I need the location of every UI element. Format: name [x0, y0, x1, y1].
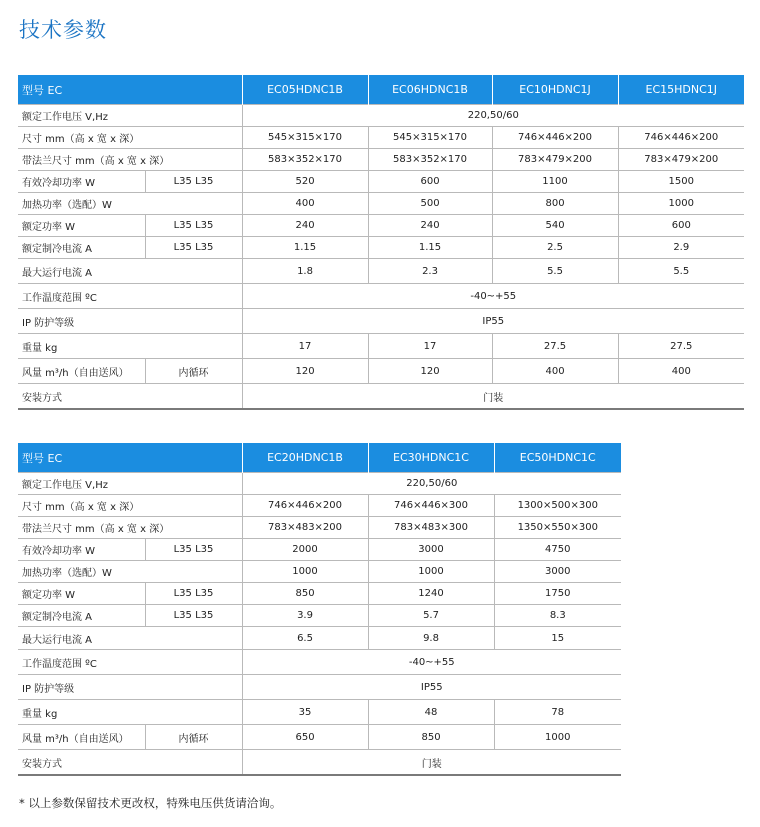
- table-row: [18, 259, 744, 284]
- row-sublabel: L35 L35: [145, 215, 242, 237]
- cell-value: 5.7: [368, 605, 494, 627]
- table-row: [18, 605, 621, 627]
- header-model-label: 型号 EC: [18, 443, 242, 473]
- table-row: [18, 700, 621, 725]
- cell-value: 850: [368, 725, 494, 750]
- cell-value: 1.15: [242, 237, 368, 259]
- cell-value: 650: [242, 725, 368, 750]
- header-model-name: EC10HDNC1J: [492, 75, 618, 105]
- header-model-name: EC15HDNC1J: [618, 75, 744, 105]
- cell-value: 17: [242, 334, 368, 359]
- cell-value: 2.5: [492, 237, 618, 259]
- row-label: 额定工作电压 V,Hz: [18, 105, 242, 127]
- table-header-row: [18, 75, 744, 105]
- cell-value: 783×483×200: [242, 517, 368, 539]
- cell-value: 520: [242, 171, 368, 193]
- cell-value: 120: [368, 359, 492, 384]
- cell-value: 240: [242, 215, 368, 237]
- row-label: 风量 m³/h（自由送风）: [18, 359, 145, 384]
- row-label: 最大运行电流 A: [18, 627, 242, 650]
- cell-value: 1240: [368, 583, 494, 605]
- cell-value: 3000: [494, 561, 621, 583]
- table-row: [18, 561, 621, 583]
- row-label: 工作温度范围 ºC: [18, 650, 242, 675]
- cell-value: 6.5: [242, 627, 368, 650]
- row-label: 工作温度范围 ºC: [18, 284, 242, 309]
- row-label: 额定制冷电流 A: [18, 237, 145, 259]
- cell-value: 1000: [242, 561, 368, 583]
- cell-value: 35: [242, 700, 368, 725]
- table-row: [18, 127, 744, 149]
- cell-value: 门装: [242, 384, 744, 410]
- row-label: IP 防护等级: [18, 675, 242, 700]
- cell-value: 27.5: [492, 334, 618, 359]
- row-label: 重量 kg: [18, 700, 242, 725]
- cell-value: 1000: [368, 561, 494, 583]
- row-label: 额定制冷电流 A: [18, 605, 145, 627]
- row-label: 额定功率 W: [18, 583, 145, 605]
- cell-value: 1.15: [368, 237, 492, 259]
- cell-value: 27.5: [618, 334, 744, 359]
- cell-value: 4750: [494, 539, 621, 561]
- page-title: 技术参数: [19, 18, 107, 42]
- table-row: [18, 495, 621, 517]
- row-label: 额定工作电压 V,Hz: [18, 473, 242, 495]
- cell-value: 583×352×170: [242, 149, 368, 171]
- row-label: 风量 m³/h（自由送风）: [18, 725, 145, 750]
- table-row: [18, 105, 744, 127]
- cell-value: 48: [368, 700, 494, 725]
- spec-table-2: [18, 443, 621, 776]
- header-model-label: 型号 EC: [18, 75, 242, 105]
- cell-value: 746×446×300: [368, 495, 494, 517]
- table-row: [18, 284, 744, 309]
- cell-value: 220,50/60: [242, 473, 621, 495]
- cell-value: 746×446×200: [618, 127, 744, 149]
- cell-value: 783×479×200: [618, 149, 744, 171]
- cell-value: 600: [618, 215, 744, 237]
- table-row: [18, 309, 744, 334]
- row-label: 安装方式: [18, 384, 242, 410]
- table-row: [18, 473, 621, 495]
- row-label: 最大运行电流 A: [18, 259, 242, 284]
- cell-value: 78: [494, 700, 621, 725]
- cell-value: 400: [492, 359, 618, 384]
- row-label: 加热功率（选配）W: [18, 193, 242, 215]
- row-sublabel: L35 L35: [145, 539, 242, 561]
- cell-value: 783×479×200: [492, 149, 618, 171]
- header-model-name: EC30HDNC1C: [368, 443, 494, 473]
- table-row: [18, 725, 621, 750]
- row-label: 安装方式: [18, 750, 242, 776]
- cell-value: 3000: [368, 539, 494, 561]
- table-row: [18, 149, 744, 171]
- table-row: [18, 334, 744, 359]
- cell-value: 5.5: [492, 259, 618, 284]
- cell-value: 400: [618, 359, 744, 384]
- cell-value: IP55: [242, 675, 621, 700]
- row-sublabel: 内循环: [145, 725, 242, 750]
- cell-value: 583×352×170: [368, 149, 492, 171]
- cell-value: 3.9: [242, 605, 368, 627]
- row-label: 额定功率 W: [18, 215, 145, 237]
- cell-value: 1100: [492, 171, 618, 193]
- cell-value: 545×315×170: [368, 127, 492, 149]
- cell-value: 1.8: [242, 259, 368, 284]
- cell-value: 783×483×300: [368, 517, 494, 539]
- table-row: [18, 675, 621, 700]
- row-sublabel: L35 L35: [145, 237, 242, 259]
- cell-value: -40~+55: [242, 284, 744, 309]
- cell-value: 120: [242, 359, 368, 384]
- cell-value: 545×315×170: [242, 127, 368, 149]
- cell-value: 2.3: [368, 259, 492, 284]
- header-model-name: EC06HDNC1B: [368, 75, 492, 105]
- table-row: [18, 517, 621, 539]
- cell-value: IP55: [242, 309, 744, 334]
- cell-value: 800: [492, 193, 618, 215]
- header-model-name: EC05HDNC1B: [242, 75, 368, 105]
- cell-value: 240: [368, 215, 492, 237]
- cell-value: 746×446×200: [242, 495, 368, 517]
- cell-value: 5.5: [618, 259, 744, 284]
- row-label: 加热功率（选配）W: [18, 561, 242, 583]
- cell-value: -40~+55: [242, 650, 621, 675]
- cell-value: 1750: [494, 583, 621, 605]
- table-row: [18, 583, 621, 605]
- table-row: [18, 215, 744, 237]
- row-label: 有效冷却功率 W: [18, 539, 145, 561]
- row-sublabel: L35 L35: [145, 583, 242, 605]
- header-model-name: EC20HDNC1B: [242, 443, 368, 473]
- table-row: [18, 193, 744, 215]
- table-header-row: [18, 443, 621, 473]
- row-sublabel: L35 L35: [145, 171, 242, 193]
- row-label: 尺寸 mm（高 x 宽 x 深）: [18, 495, 242, 517]
- row-label: 重量 kg: [18, 334, 242, 359]
- table-row: [18, 627, 621, 650]
- cell-value: 1000: [618, 193, 744, 215]
- cell-value: 1350×550×300: [494, 517, 621, 539]
- cell-value: 400: [242, 193, 368, 215]
- spec-table-1: [18, 75, 744, 410]
- table-row: [18, 650, 621, 675]
- cell-value: 1000: [494, 725, 621, 750]
- cell-value: 2.9: [618, 237, 744, 259]
- row-label: 尺寸 mm（高 x 宽 x 深）: [18, 127, 242, 149]
- row-label: IP 防护等级: [18, 309, 242, 334]
- cell-value: 746×446×200: [492, 127, 618, 149]
- cell-value: 2000: [242, 539, 368, 561]
- cell-value: 17: [368, 334, 492, 359]
- cell-value: 500: [368, 193, 492, 215]
- table-row: [18, 539, 621, 561]
- cell-value: 850: [242, 583, 368, 605]
- cell-value: 门装: [242, 750, 621, 776]
- cell-value: 1300×500×300: [494, 495, 621, 517]
- row-label: 有效冷却功率 W: [18, 171, 145, 193]
- cell-value: 15: [494, 627, 621, 650]
- row-sublabel: L35 L35: [145, 605, 242, 627]
- cell-value: 9.8: [368, 627, 494, 650]
- header-model-name: EC50HDNC1C: [494, 443, 621, 473]
- table-row: [18, 359, 744, 384]
- cell-value: 1500: [618, 171, 744, 193]
- cell-value: 600: [368, 171, 492, 193]
- row-label: 带法兰尺寸 mm（高 x 宽 x 深）: [18, 149, 242, 171]
- footnote: * 以上参数保留技术更改权，特殊电压供货请洽询。: [19, 796, 282, 810]
- table-row: [18, 750, 621, 776]
- table-row: [18, 384, 744, 410]
- table-row: [18, 237, 744, 259]
- row-sublabel: 内循环: [145, 359, 242, 384]
- cell-value: 220,50/60: [242, 105, 744, 127]
- cell-value: 8.3: [494, 605, 621, 627]
- row-label: 带法兰尺寸 mm（高 x 宽 x 深）: [18, 517, 242, 539]
- cell-value: 540: [492, 215, 618, 237]
- table-row: [18, 171, 744, 193]
